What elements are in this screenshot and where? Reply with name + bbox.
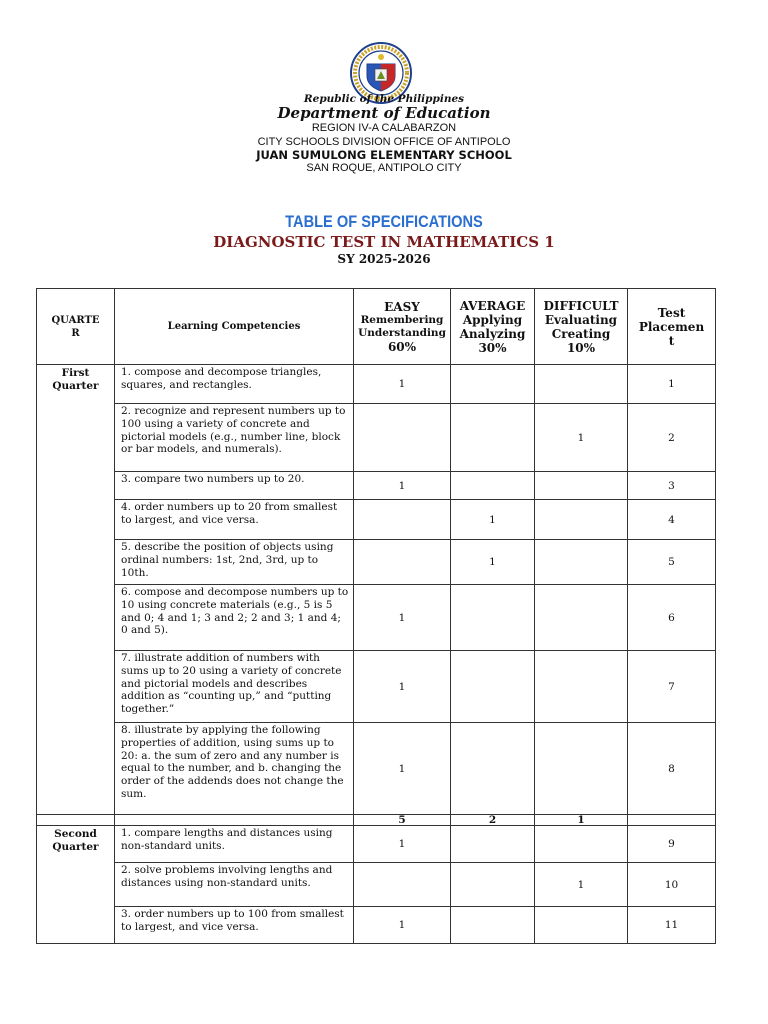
average-count: 1 bbox=[451, 500, 535, 540]
competency-text: 4. order numbers up to 20 from smallest to largest, and vice versa. bbox=[115, 500, 354, 540]
easy-count: 1 bbox=[354, 907, 451, 944]
quarter-label-second: Second Quarter bbox=[37, 826, 115, 944]
competency-text: 5. describe the position of objects using ordinal numbers: 1st, 2nd, 3rd, up to 10th. bbox=[115, 540, 354, 585]
quarter-label-first: First Quarter bbox=[37, 365, 115, 815]
test-placement: 5 bbox=[628, 540, 716, 585]
average-count bbox=[451, 826, 535, 863]
difficult-count bbox=[535, 907, 628, 944]
table-row bbox=[37, 907, 716, 944]
difficult-count bbox=[535, 365, 628, 404]
totals-blank bbox=[37, 815, 115, 826]
test-placement: 3 bbox=[628, 472, 716, 500]
region-line: REGION IV-A CALABARZON bbox=[311, 122, 457, 134]
competency-text: 2. solve problems involving lengths and distances using non-standard units. bbox=[115, 863, 354, 907]
division-line: CITY SCHOOLS DIVISION OFFICE OF ANTIPOLO bbox=[257, 136, 511, 148]
average-count bbox=[451, 651, 535, 723]
difficult-total: 1 bbox=[535, 815, 628, 826]
school-name: JUAN SUMULONG ELEMENTARY SCHOOL bbox=[256, 148, 512, 162]
table-row bbox=[37, 472, 716, 500]
totals-label-blank bbox=[115, 815, 354, 826]
school-address: SAN ROQUE, ANTIPOLO CITY bbox=[306, 162, 462, 174]
header-test-placement: Test Placemen t bbox=[628, 289, 716, 365]
test-placement: 9 bbox=[628, 826, 716, 863]
document-subtitle: DIAGNOSTIC TEST IN MATHEMATICS 1 bbox=[213, 233, 555, 251]
table-row bbox=[37, 585, 716, 651]
difficult-count bbox=[535, 826, 628, 863]
specifications-table bbox=[36, 288, 716, 944]
competency-text: 3. compare two numbers up to 20. bbox=[115, 472, 354, 500]
average-count bbox=[451, 585, 535, 651]
easy-count: 1 bbox=[354, 585, 451, 651]
department-name: Department of Education bbox=[277, 104, 491, 122]
table-row bbox=[37, 863, 716, 907]
table-row bbox=[37, 365, 716, 404]
header-competencies: Learning Competencies bbox=[115, 289, 354, 365]
easy-count bbox=[354, 500, 451, 540]
average-count bbox=[451, 472, 535, 500]
average-count bbox=[451, 365, 535, 404]
test-placement: 2 bbox=[628, 404, 716, 472]
easy-count: 1 bbox=[354, 365, 451, 404]
difficult-count bbox=[535, 540, 628, 585]
difficult-count bbox=[535, 723, 628, 815]
header-quarter: QUARTE R bbox=[37, 289, 115, 365]
average-count bbox=[451, 404, 535, 472]
difficult-count bbox=[535, 472, 628, 500]
test-placement: 8 bbox=[628, 723, 716, 815]
table-row bbox=[37, 826, 716, 863]
republic-line: Republic of the Philippines bbox=[303, 93, 465, 105]
school-year: SY 2025-2026 bbox=[337, 252, 431, 266]
difficult-count bbox=[535, 585, 628, 651]
totals-row bbox=[37, 815, 716, 826]
test-placement: 4 bbox=[628, 500, 716, 540]
competency-text: 3. order numbers up to 100 from smallest to largest, and vice versa. bbox=[115, 907, 354, 944]
test-placement: 10 bbox=[628, 863, 716, 907]
header-difficult: DIFFICULT Evaluating Creating 10% bbox=[535, 289, 628, 365]
easy-total: 5 bbox=[354, 815, 451, 826]
placement-total-blank bbox=[628, 815, 716, 826]
competency-text: 6. compose and decompose numbers up to 10 using concrete materials (e.g., 5 is 5 and 0; 4 and 1; 3 and 2; 2 and 3; 1 and 4; 0 and 5). bbox=[115, 585, 354, 651]
table-row bbox=[37, 651, 716, 723]
competency-text: 1. compare lengths and distances using non-standard units. bbox=[115, 826, 354, 863]
easy-count bbox=[354, 863, 451, 907]
test-placement: 7 bbox=[628, 651, 716, 723]
header-easy: EASY Remembering Understanding 60% bbox=[354, 289, 451, 365]
easy-count bbox=[354, 404, 451, 472]
competency-text: 7. illustrate addition of numbers with sums up to 20 using a variety of concrete and pictorial models and describes addition as “counting up,” and “putting together.” bbox=[115, 651, 354, 723]
table-row bbox=[37, 723, 716, 815]
table-row bbox=[37, 404, 716, 472]
table-header-row bbox=[37, 289, 716, 365]
average-count: 1 bbox=[451, 540, 535, 585]
competency-text: 1. compose and decompose triangles, squares, and rectangles. bbox=[115, 365, 354, 404]
difficult-count: 1 bbox=[535, 404, 628, 472]
easy-count: 1 bbox=[354, 723, 451, 815]
easy-count bbox=[354, 540, 451, 585]
test-placement: 6 bbox=[628, 585, 716, 651]
average-count bbox=[451, 723, 535, 815]
table-row bbox=[37, 540, 716, 585]
test-placement: 11 bbox=[628, 907, 716, 944]
difficult-count bbox=[535, 500, 628, 540]
test-placement: 1 bbox=[628, 365, 716, 404]
difficult-count: 1 bbox=[535, 863, 628, 907]
easy-count: 1 bbox=[354, 651, 451, 723]
average-count bbox=[451, 907, 535, 944]
easy-count: 1 bbox=[354, 472, 451, 500]
document-title: TABLE OF SPECIFICATIONS bbox=[285, 212, 483, 231]
average-total: 2 bbox=[451, 815, 535, 826]
table-row bbox=[37, 500, 716, 540]
difficult-count bbox=[535, 651, 628, 723]
easy-count: 1 bbox=[354, 826, 451, 863]
competency-text: 2. recognize and represent numbers up to 100 using a variety of concrete and pictorial models (e.g., number line, block or bar models, and numerals). bbox=[115, 404, 354, 472]
competency-text: 8. illustrate by applying the following properties of addition, using sums up to 20: a. the sum of zero and any number is equal to the number, and b. changing the order of the addends does not change the sum. bbox=[115, 723, 354, 815]
average-count bbox=[451, 863, 535, 907]
header-average: AVERAGE Applying Analyzing 30% bbox=[451, 289, 535, 365]
